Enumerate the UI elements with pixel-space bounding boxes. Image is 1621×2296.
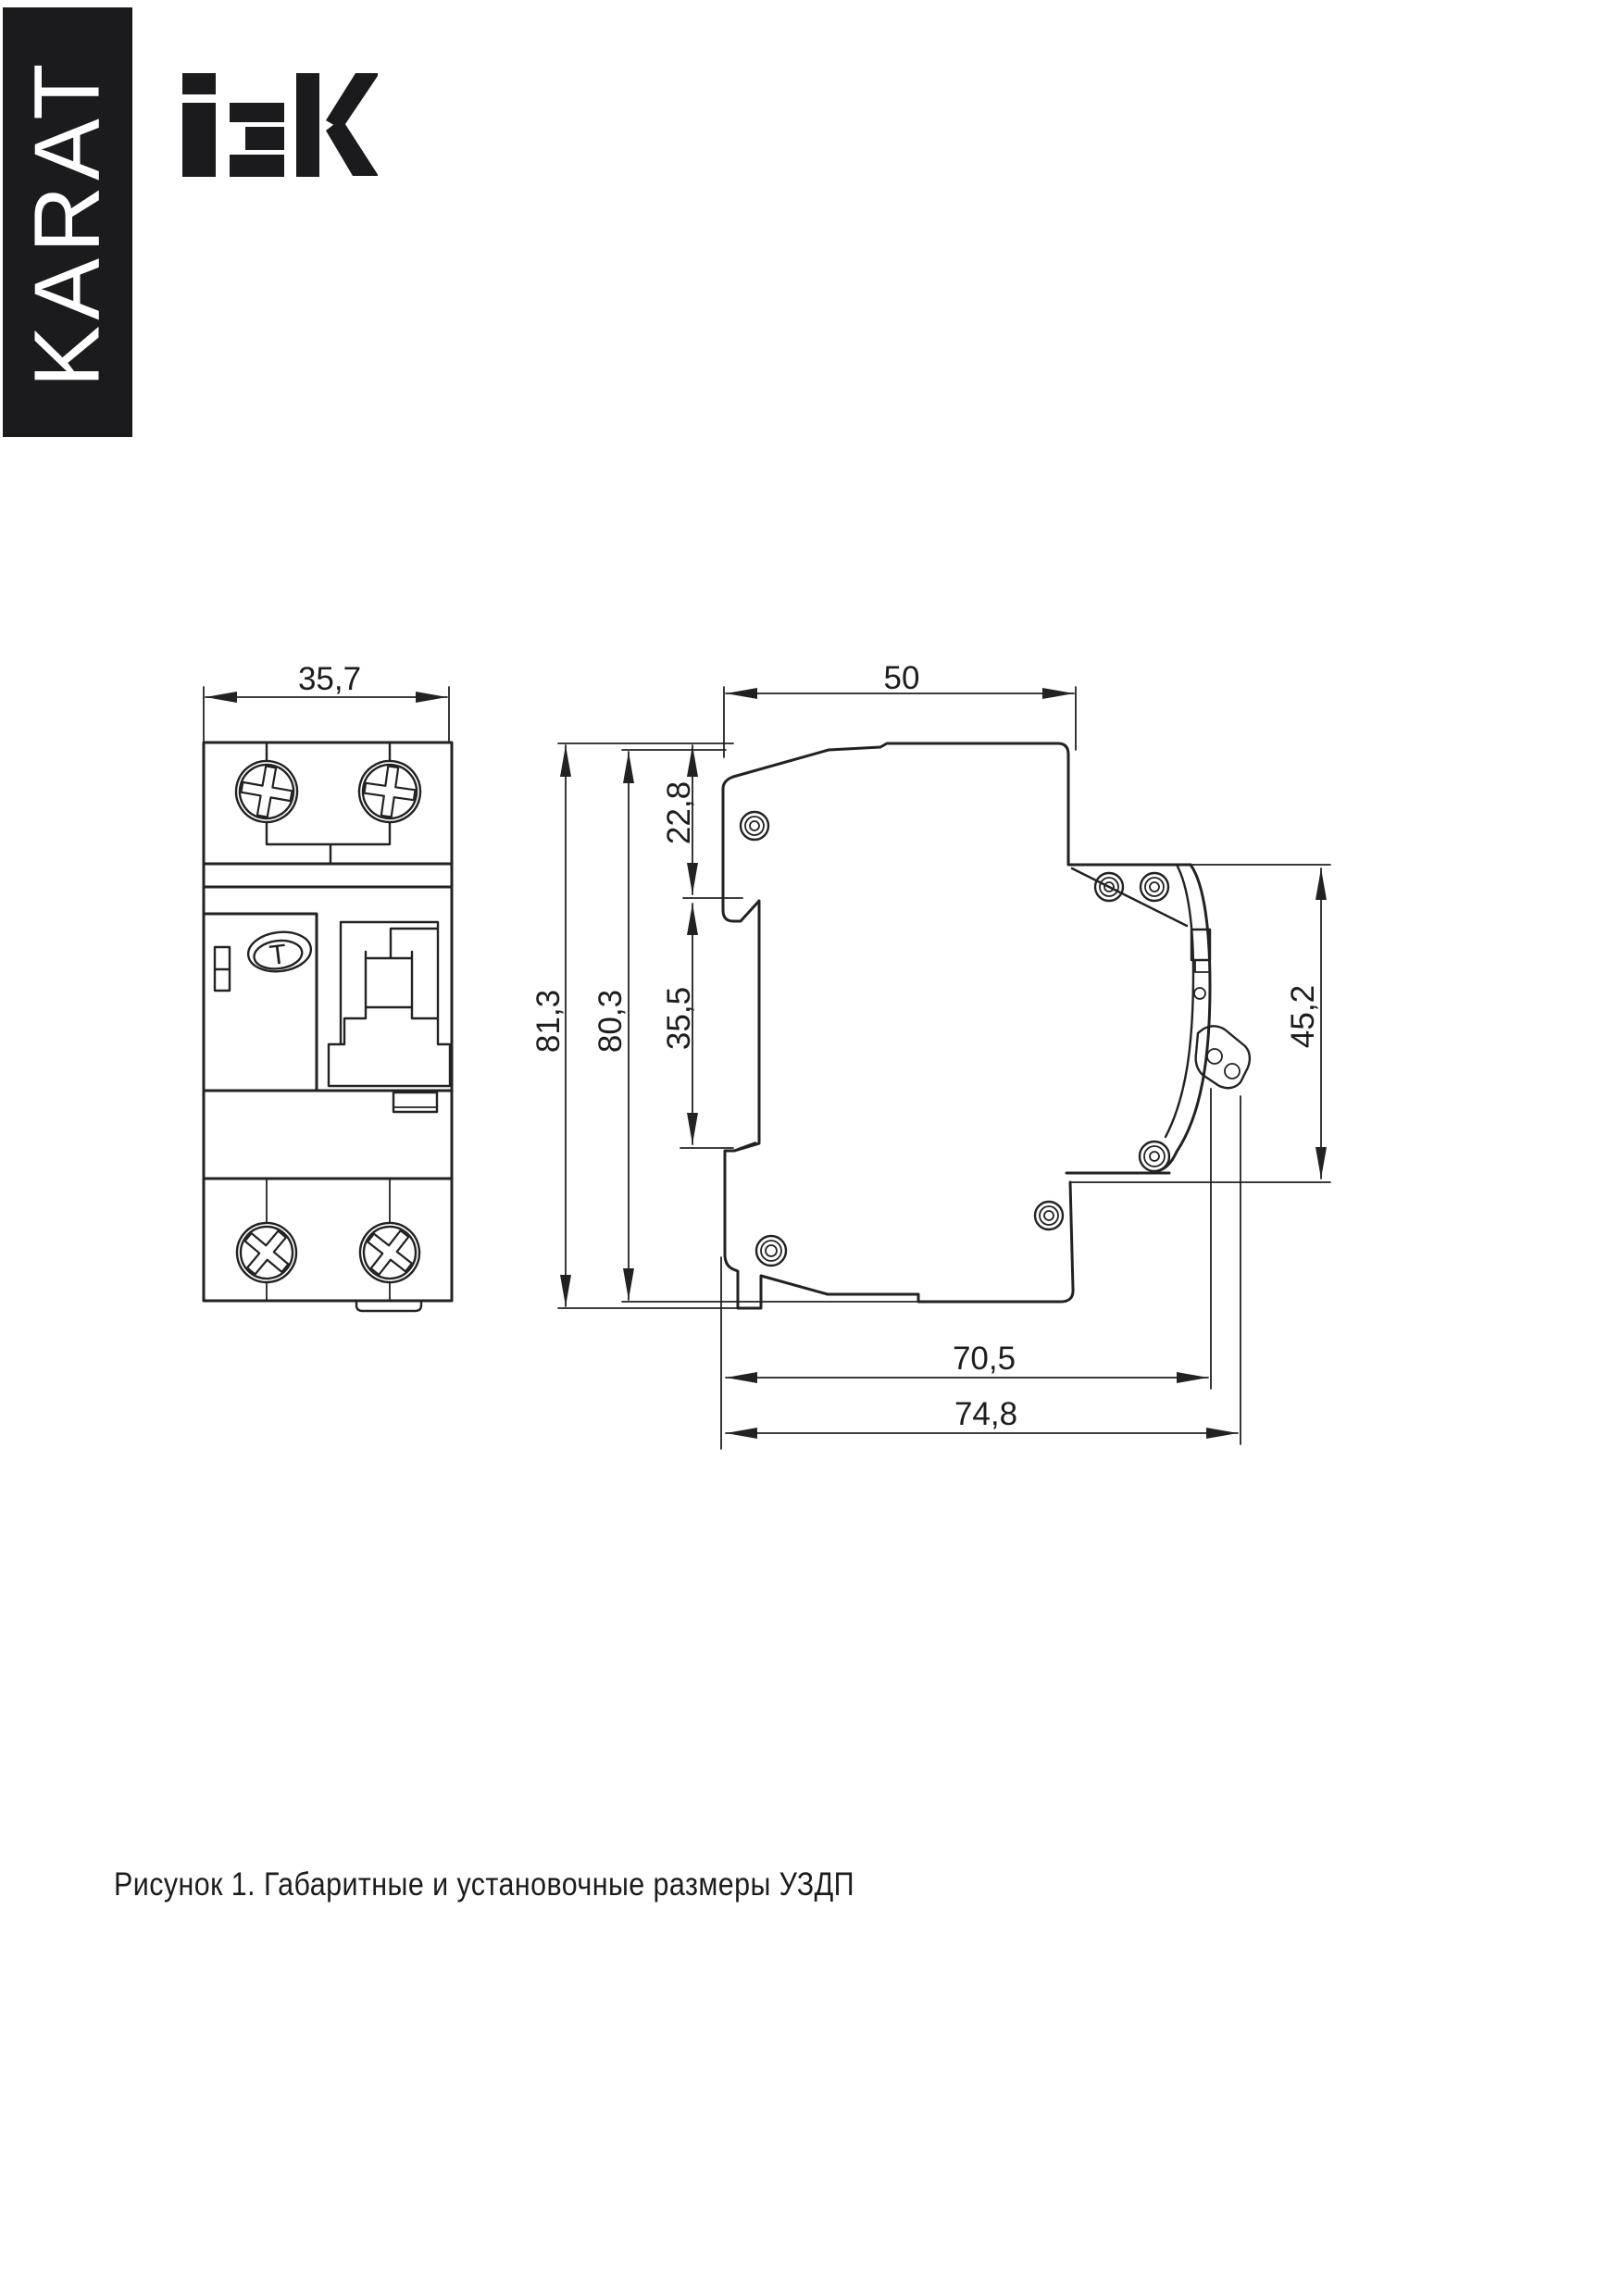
side-rivet-back-lower <box>1035 1202 1063 1229</box>
karat-label: KARAT <box>15 57 119 387</box>
figure-caption: Рисунок 1. Габаритные и установочные размеры УЗДП <box>114 1866 854 1903</box>
dimension-side-height-max <box>530 743 741 1308</box>
front-bottom-din-tab <box>356 1301 421 1311</box>
dim-label-45-2: 45,2 <box>1285 984 1321 1049</box>
din-clip-pivot-hole <box>1194 988 1205 999</box>
front-screw-bottom-right <box>348 1211 431 1294</box>
side-body-top-outline <box>733 743 1191 865</box>
test-button <box>246 929 314 975</box>
din-clip <box>1157 865 1250 1171</box>
dimension-side-top-offset <box>661 745 742 898</box>
dimension-side-height-body <box>592 750 916 1302</box>
front-screw-top-left <box>231 756 302 827</box>
dim-label-70-5: 70,5 <box>952 1341 1016 1377</box>
front-section-dividers <box>204 864 452 1179</box>
din-clip-screw <box>1140 1142 1169 1171</box>
test-button-label: T <box>268 939 289 972</box>
dim-label-74-8: 74,8 <box>954 1396 1018 1432</box>
dim-label-50: 50 <box>883 660 920 696</box>
din-latch-hole-2 <box>1225 1064 1240 1079</box>
dim-label-81-3: 81,3 <box>530 989 567 1054</box>
din-latch-hole-1 <box>1207 1049 1222 1064</box>
indicator-window <box>215 947 230 991</box>
front-body-outline <box>204 742 452 1301</box>
front-view <box>204 661 452 1311</box>
lever-lower-tab <box>393 1092 437 1112</box>
dimension-side-din-section <box>1070 865 1330 1182</box>
side-molding-diagonal <box>1072 868 1187 926</box>
side-rivet-back-upper-2 <box>1141 873 1168 901</box>
side-panel-chamfer-details <box>738 904 757 1149</box>
side-body-front-outline <box>723 777 1073 1308</box>
side-view <box>530 660 1330 1449</box>
switch-lever <box>329 922 450 1086</box>
dim-label-35-7: 35,7 <box>297 661 362 697</box>
dimension-front-width <box>204 661 449 741</box>
dimension-side-depth-max <box>726 1096 1241 1444</box>
dim-label-35-5: 35,5 <box>661 986 697 1051</box>
front-screw-top-right <box>355 757 425 827</box>
dim-label-80-3: 80,3 <box>592 989 629 1054</box>
front-screw-bottom-left <box>225 1211 308 1294</box>
front-terminal-lines <box>267 742 390 864</box>
side-rivet-front-lower <box>756 1236 786 1266</box>
dim-label-22-8: 22,8 <box>661 780 697 845</box>
side-rivet-front-upper <box>741 812 768 840</box>
dimension-side-depth-lower <box>721 1089 1211 1449</box>
dimension-side-front-panel <box>661 904 733 1148</box>
